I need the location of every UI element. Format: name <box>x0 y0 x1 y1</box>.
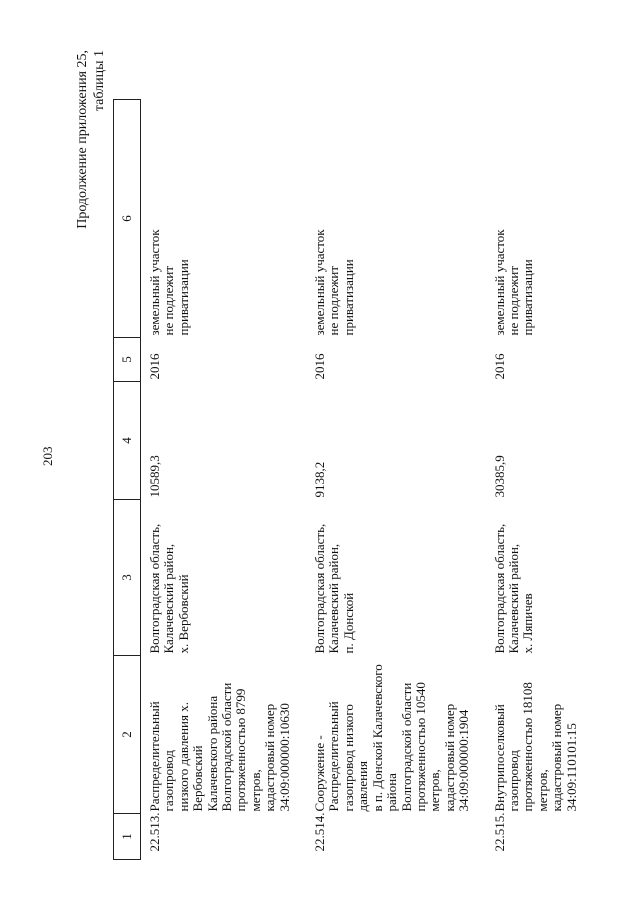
table-caption <box>74 50 108 250</box>
header-col-6: 6 <box>114 100 141 338</box>
object-location: Волгоградская область, Калачевский район, х. Ляпичев <box>491 523 536 654</box>
table-row <box>306 100 485 860</box>
header-col-5: 5 <box>114 338 141 382</box>
caption-line-2: таблицы 1 <box>92 50 107 112</box>
object-note: земельный участок не подлежит приватизации <box>491 229 536 336</box>
row-number: 22.513. <box>147 812 162 852</box>
object-year: 2016 <box>491 353 507 380</box>
object-note: земельный участок не подлежит приватизации <box>147 229 191 336</box>
header-col-4: 4 <box>114 382 141 500</box>
row-number: 22.514. <box>312 812 328 852</box>
object-note: земельный участок не подлежит приватизации <box>312 229 356 336</box>
table-row <box>141 100 307 860</box>
object-year: 2016 <box>312 353 328 380</box>
object-location: Волгоградская область, Калачевский район, п. Донской <box>312 523 356 654</box>
property-table <box>113 99 593 860</box>
object-value: 9138,2 <box>312 461 328 498</box>
object-location: Волгоградская область, Калачевский район, х. Вербовский <box>147 523 191 654</box>
row-number: 22.515. <box>491 812 507 852</box>
object-name: Сооружение - Распределительный газопровод низкого давления в п. Донской Калачевского района Волгоградской области протяженностью 10540 метров, кадастровый номер 34:09:000000:1904 <box>312 664 472 812</box>
object-value: 10589,3 <box>147 455 162 498</box>
object-value: 30385,9 <box>491 455 507 498</box>
header-col-2: 2 <box>114 656 141 814</box>
object-name: Распределительный газопровод низкого давления х. Вербовский Калачевского района Волгоградской области протяженностью 8799 метров, кадастровый номер 34:09:000000:10630 <box>147 682 292 812</box>
object-year: 2016 <box>147 353 162 380</box>
table-row <box>486 100 593 860</box>
caption-line-1: Продолжение приложения 25, <box>75 50 90 229</box>
header-col-3: 3 <box>114 500 141 656</box>
page-number: 203 <box>40 446 55 466</box>
table-header-row <box>114 100 141 860</box>
header-col-1: 1 <box>114 814 141 860</box>
rotated-table-container <box>113 100 583 860</box>
object-name: Внутрипоселковый газопровод протяженностью 18108 метров, кадастровый номер 34:09:110101:15 <box>491 682 579 812</box>
